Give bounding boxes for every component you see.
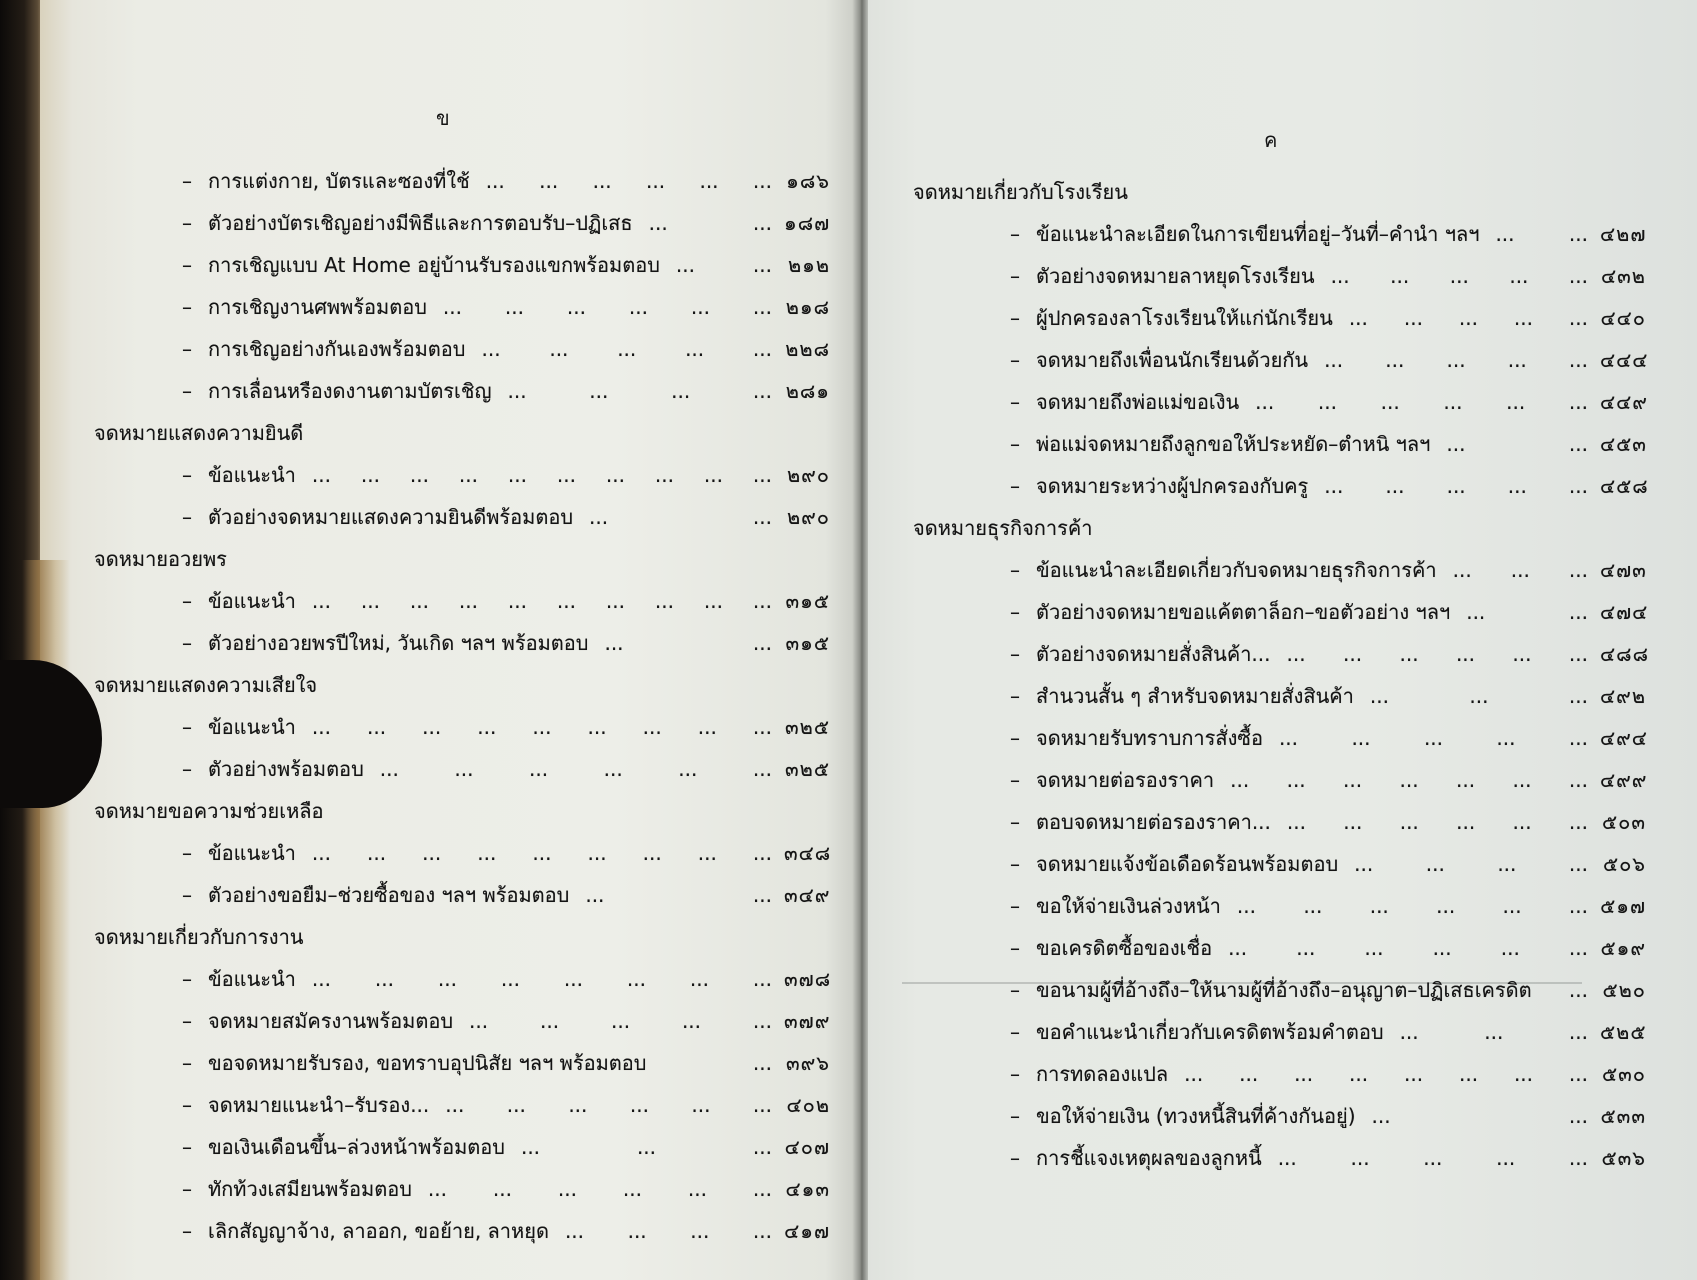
- entry-title: ตอบจดหมายต่อรองราคา...: [1036, 810, 1271, 834]
- entry-dash: –: [182, 1051, 192, 1075]
- entry-title: ข้อแนะนำ: [208, 841, 296, 865]
- entry-title: การชี้แจงเหตุผลของลูกหนี้: [1036, 1146, 1262, 1170]
- entry-title: ข้อแนะนำละเอียดเกี่ยวกับจดหมายธุรกิจการค้า: [1036, 558, 1437, 582]
- right-table-of-contents: [913, 171, 1649, 1179]
- entry-leader: ... ... ... ... ...: [1324, 474, 1588, 498]
- toc-entry: [913, 801, 1646, 843]
- entry-leader: ... ... ... ... ... ... ... ...: [1184, 1062, 1588, 1086]
- toc-entry: [913, 633, 1649, 675]
- toc-entry: [94, 1126, 830, 1168]
- entry-leader: ... ... ... ... ... ... ... ... ...: [311, 841, 772, 865]
- entry-dash: –: [1010, 1020, 1020, 1044]
- entry-page-number: ๒๑๘: [785, 295, 830, 319]
- entry-leader: ... ...: [1446, 432, 1588, 456]
- entry-title: ข้อแนะนำ: [208, 967, 296, 991]
- entry-dash: –: [1010, 600, 1020, 624]
- entry-page-number: ๕๑๗: [1600, 894, 1646, 918]
- toc-entry: [913, 591, 1649, 633]
- toc-entry: [94, 1042, 830, 1084]
- entry-leader: ... ... ... ... ... ...: [379, 757, 772, 781]
- toc-entry: [94, 496, 830, 538]
- entry-page-number: ๔๒๗: [1600, 222, 1647, 246]
- toc-entry: [94, 160, 830, 202]
- entry-leader: ... ... ... ... ...: [1277, 1146, 1588, 1170]
- toc-entry: [913, 675, 1646, 717]
- entry-page-number: ๔๙๔: [1600, 726, 1648, 750]
- toc-section-heading: จดหมายแสดงความเสียใจ: [94, 673, 318, 697]
- entry-title: พ่อแม่จดหมายถึงลูกขอให้ประหยัด–ตำหนิ ฯลฯ: [1036, 432, 1431, 456]
- entry-title: ขอให้จ่ายเงินล่วงหน้า: [1036, 894, 1221, 918]
- entry-leader: ... ... ... ... ... ...: [1236, 894, 1588, 918]
- entry-dash: –: [1010, 474, 1020, 498]
- entry-leader: ... ...: [589, 505, 772, 529]
- entry-title: ตัวอย่างอวยพรปีใหม่, วันเกิด ฯลฯ พร้อมตอบ: [208, 631, 589, 655]
- toc-entry: [913, 1053, 1646, 1095]
- entry-title: ตัวอย่างจดหมายลาหยุดโรงเรียน: [1036, 264, 1315, 288]
- entry-dash: –: [182, 631, 192, 655]
- entry-title: จดหมายต่อรองราคา: [1036, 768, 1215, 792]
- entry-title: จดหมายรับทราบการสั่งซื้อ: [1036, 726, 1263, 750]
- toc-entry: [913, 717, 1646, 759]
- toc-entry: [913, 255, 1646, 297]
- entry-page-number: ๕๒๐: [1602, 978, 1646, 1002]
- entry-dash: –: [1010, 348, 1020, 372]
- entry-page-number: ๔๗๔: [1600, 600, 1649, 624]
- entry-page-number: ๔๔๙: [1600, 390, 1648, 414]
- entry-leader: ... ... ... ... ... ... ...: [1230, 768, 1588, 792]
- toc-entry: [94, 202, 830, 244]
- entry-dash: –: [182, 169, 192, 193]
- toc-section-heading: จดหมายอวยพร: [94, 547, 227, 571]
- toc-entry: [913, 1095, 1646, 1137]
- toc-entry: [94, 1000, 830, 1042]
- entry-dash: –: [1010, 1062, 1020, 1086]
- entry-leader: ... ...: [1371, 1104, 1588, 1128]
- entry-title: ข้อแนะนำ: [208, 715, 296, 739]
- entry-dash: –: [1010, 852, 1020, 876]
- entry-dash: –: [1010, 684, 1020, 708]
- entry-leader: ... ... ... ... ... ...: [485, 169, 772, 193]
- entry-title: สำนวนสั้น ๆ สำหรับจดหมายสั่งสินค้า: [1036, 684, 1354, 708]
- entry-title: ขอให้จ่ายเงิน (ทวงหนี้สินที่ค้างกันอยู่): [1036, 1104, 1356, 1128]
- entry-page-number: ๔๐๒: [786, 1093, 830, 1117]
- entry-title: ตัวอย่างจดหมายแสดงความยินดีพร้อมตอบ: [208, 505, 574, 529]
- toc-entry: [94, 328, 830, 370]
- entry-title: ตัวอย่างขอยืม–ช่วยซื้อของ ฯลฯ พร้อมตอบ: [208, 883, 570, 907]
- entry-title: ข้อแนะนำ: [208, 589, 296, 613]
- toc-entry: [913, 549, 1646, 591]
- entry-leader: ... ... ... ... ... ...: [427, 1177, 772, 1201]
- entry-dash: –: [1010, 726, 1020, 750]
- toc-entry: [94, 454, 830, 496]
- entry-dash: –: [182, 211, 192, 235]
- entry-leader: ... ... ... ... ...: [481, 337, 772, 361]
- entry-title: จดหมายแนะนำ–รับรอง...: [208, 1093, 430, 1117]
- entry-leader: ... ... ...: [1452, 558, 1588, 582]
- entry-leader: ... ... ... ... ... ... ... ... ... ...: [311, 463, 772, 487]
- entry-dash: –: [1010, 1146, 1020, 1170]
- entry-leader: ... ... ... ...: [564, 1219, 772, 1243]
- entry-dash: –: [182, 505, 192, 529]
- entry-page-number: ๔๗๓: [1600, 558, 1647, 582]
- toc-entry: [913, 465, 1649, 507]
- entry-leader: ... ... ... ... ... ...: [1286, 642, 1588, 666]
- entry-leader: ... ... ... ... ... ...: [445, 1093, 772, 1117]
- toc-entry: [94, 748, 830, 790]
- entry-dash: –: [182, 379, 192, 403]
- entry-title: ตัวอย่างจดหมายขอแค้ตตาล็อก–ขอตัวอย่าง ฯลฯ: [1036, 600, 1451, 624]
- toc-section-heading: จดหมายธุรกิจการค้า: [913, 516, 1093, 540]
- entry-dash: –: [182, 337, 192, 361]
- entry-leader: ... ... ... ... ... ...: [442, 295, 772, 319]
- entry-page-number: ๔๔๐: [1600, 306, 1646, 330]
- entry-page-number: ๕๒๕: [1600, 1020, 1647, 1044]
- toc-entry: [913, 759, 1646, 801]
- entry-page-number: ๔๐๗: [784, 1135, 830, 1159]
- entry-page-number: ๕๐๖: [1602, 852, 1646, 876]
- entry-page-number: ๔๓๒: [1601, 264, 1646, 288]
- toc-entry: [913, 381, 1646, 423]
- entry-page-number: ๓๔๘: [784, 841, 832, 865]
- entry-title: ผู้ปกครองลาโรงเรียนให้แก่นักเรียน: [1036, 306, 1333, 330]
- entry-dash: –: [1010, 894, 1020, 918]
- toc-entry: [94, 706, 830, 748]
- toc-entry: [913, 297, 1646, 339]
- entry-title: จดหมายสมัครงานพร้อมตอบ: [208, 1009, 454, 1033]
- entry-title: ขอคำแนะนำเกี่ยวกับเครดิตพร้อมคำตอบ: [1036, 1020, 1384, 1044]
- entry-dash: –: [1010, 810, 1020, 834]
- entry-page-number: ๒๙๐: [786, 463, 830, 487]
- entry-page-number: ๔๔๔: [1600, 348, 1649, 372]
- entry-dash: –: [182, 463, 192, 487]
- entry-leader: ... ...: [604, 631, 772, 655]
- entry-dash: –: [1010, 642, 1020, 666]
- entry-page-number: ๔๕๓: [1600, 432, 1647, 456]
- entry-leader: ... ... ... ...: [507, 379, 772, 403]
- entry-page-number: ๔๕๘: [1600, 474, 1649, 498]
- entry-title: การเชิญอย่างกันเองพร้อมตอบ: [208, 337, 466, 361]
- entry-title: การเชิญงานศพพร้อมตอบ: [208, 295, 427, 319]
- entry-leader: ...: [1568, 978, 1588, 1002]
- entry-leader: ... ... ... ... ... ...: [1228, 936, 1588, 960]
- entry-page-number: ๓๔๙: [784, 883, 831, 907]
- entry-page-number: ๕๓๓: [1600, 1104, 1646, 1128]
- entry-title: จดหมายถึงเพื่อนนักเรียนด้วยกัน: [1036, 348, 1309, 372]
- entry-title: ตัวอย่างพร้อมตอบ: [208, 757, 364, 781]
- toc-entry: [94, 1168, 830, 1210]
- entry-leader: ... ... ... ... ...: [469, 1009, 772, 1033]
- entry-page-number: ๒๑๒: [787, 253, 830, 277]
- entry-leader: ... ...: [648, 211, 772, 235]
- left-table-of-contents: [94, 160, 830, 1252]
- entry-page-number: ๕๑๙: [1600, 936, 1646, 960]
- entry-leader: ... ...: [1466, 600, 1588, 624]
- toc-entry: [913, 213, 1646, 255]
- entry-page-number: ๔๙๒: [1600, 684, 1646, 708]
- entry-dash: –: [182, 589, 192, 613]
- entry-page-number: ๒๙๐: [786, 505, 830, 529]
- entry-dash: –: [182, 253, 192, 277]
- entry-title: เลิกสัญญาจ้าง, ลาออก, ขอย้าย, ลาหยุด: [208, 1219, 549, 1243]
- toc-entry: [94, 874, 830, 916]
- entry-page-number: ๓๙๖: [785, 1051, 830, 1075]
- entry-title: ขอนามผู้ที่อ้างถึง–ให้นามผู้ที่อ้างถึง–อนุญาต–ปฏิเสธเครดิต: [1036, 978, 1532, 1002]
- toc-section-heading: จดหมายเกี่ยวกับโรงเรียน: [913, 180, 1128, 204]
- entry-dash: –: [182, 1177, 192, 1201]
- entry-page-number: ๕๓๖: [1601, 1146, 1646, 1170]
- entry-leader: ... ...: [585, 883, 772, 907]
- toc-section-heading: จดหมายเกี่ยวกับการงาน: [94, 925, 304, 949]
- entry-title: จดหมายระหว่างผู้ปกครองกับครู: [1036, 474, 1309, 498]
- entry-dash: –: [1010, 978, 1020, 1002]
- toc-entry: [913, 1137, 1646, 1179]
- entry-page-number: ๕๐๓: [1601, 810, 1646, 834]
- entry-leader: ... ... ... ... ...: [1330, 264, 1588, 288]
- toc-entry: [94, 244, 830, 286]
- entry-dash: –: [182, 295, 192, 319]
- toc-entry: [913, 927, 1646, 969]
- toc-entry: [913, 339, 1649, 381]
- entry-title: การทดลองแปล: [1036, 1062, 1169, 1086]
- entry-leader: ... ... ... ... ... ... ... ...: [311, 967, 772, 991]
- right-page-letter: ค: [1264, 128, 1278, 152]
- entry-title: ขอเครดิตซื้อของเชื่อ: [1036, 936, 1213, 960]
- entry-dash: –: [1010, 222, 1020, 246]
- toc-entry: [913, 885, 1646, 927]
- entry-title: ขอจดหมายรับรอง, ขอทราบอุปนิสัย ฯลฯ พร้อมตอบ: [208, 1051, 647, 1075]
- toc-entry: [94, 580, 830, 622]
- entry-dash: –: [1010, 306, 1020, 330]
- entry-dash: –: [182, 757, 192, 781]
- entry-title: ข้อแนะนำละเอียดในการเขียนที่อยู่–วันที่–คำนำ ฯลฯ: [1036, 222, 1480, 246]
- entry-leader: ... ... ... ... ...: [1348, 306, 1588, 330]
- entry-page-number: ๑๘๗: [784, 211, 831, 235]
- toc-entry: [94, 1210, 830, 1252]
- entry-dash: –: [182, 1135, 192, 1159]
- entry-leader: ... ... ... ... ... ... ... ... ...: [311, 715, 772, 739]
- entry-leader: ... ... ... ... ... ...: [1286, 810, 1588, 834]
- entry-dash: –: [1010, 264, 1020, 288]
- entry-page-number: ๔๘๘: [1600, 642, 1649, 666]
- entry-dash: –: [182, 967, 192, 991]
- entry-title: ตัวอย่างจดหมายสั่งสินค้า...: [1036, 642, 1271, 666]
- entry-page-number: ๓๗๙: [784, 1009, 831, 1033]
- entry-page-number: ๓๒๕: [785, 757, 830, 781]
- entry-page-number: ๔๙๙: [1600, 768, 1648, 792]
- toc-section-heading: จดหมายขอความช่วยเหลือ: [94, 799, 324, 823]
- entry-dash: –: [182, 1009, 192, 1033]
- toc-entry: [913, 423, 1646, 465]
- entry-page-number: ๓๑๕: [785, 631, 830, 655]
- entry-dash: –: [1010, 390, 1020, 414]
- entry-page-number: ๓๗๘: [784, 967, 832, 991]
- entry-dash: –: [1010, 768, 1020, 792]
- toc-entry: [94, 958, 830, 1000]
- entry-page-number: ๕๓๐: [1601, 1062, 1646, 1086]
- entry-dash: –: [182, 715, 192, 739]
- entry-page-number: ๒๒๘: [785, 337, 830, 361]
- entry-leader: ... ...: [675, 253, 772, 277]
- toc-entry: [94, 286, 830, 328]
- entry-title: จดหมายถึงพ่อแม่ขอเงิน: [1036, 390, 1240, 414]
- entry-dash: –: [182, 841, 192, 865]
- entry-title: การเลื่อนหรืองดงานตามบัตรเชิญ: [208, 379, 492, 403]
- entry-title: การเชิญแบบ At Home อยู่บ้านรับรองแขกพร้อมตอบ: [208, 253, 660, 277]
- entry-page-number: ๔๑๓: [785, 1177, 830, 1201]
- entry-page-number: ๑๘๖: [786, 169, 830, 193]
- entry-leader: ... ... ... ...: [1354, 852, 1588, 876]
- toc-entry: [94, 1084, 830, 1126]
- entry-dash: –: [1010, 558, 1020, 582]
- toc-entry: [913, 843, 1646, 885]
- toc-entry: [913, 969, 1646, 1011]
- entry-dash: –: [182, 1219, 192, 1243]
- entry-leader: ... ... ...: [520, 1135, 772, 1159]
- entry-leader: ... ... ... ... ...: [1324, 348, 1588, 372]
- entry-page-number: ๔๑๗: [784, 1219, 830, 1243]
- entry-dash: –: [182, 883, 192, 907]
- toc-section-heading: จดหมายแสดงความยินดี: [94, 421, 304, 445]
- entry-page-number: ๓๒๕: [785, 715, 830, 739]
- toc-entry: [913, 1011, 1646, 1053]
- entry-title: ขอเงินเดือนขึ้น–ล่วงหน้าพร้อมตอบ: [208, 1135, 505, 1159]
- toc-entry: [94, 370, 830, 412]
- entry-title: ข้อแนะนำ: [208, 463, 296, 487]
- entry-title: การแต่งกาย, บัตรและซองที่ใช้: [208, 169, 470, 193]
- entry-dash: –: [182, 1093, 192, 1117]
- entry-title: จดหมายแจ้งข้อเดือดร้อนพร้อมตอบ: [1036, 852, 1339, 876]
- entry-dash: –: [1010, 936, 1020, 960]
- toc-entry: [94, 622, 830, 664]
- entry-dash: –: [1010, 1104, 1020, 1128]
- entry-page-number: ๒๘๑: [785, 379, 830, 403]
- toc-entry: [94, 832, 830, 874]
- entry-title: ทักท้วงเสมียนพร้อมตอบ: [208, 1177, 412, 1201]
- entry-title: ตัวอย่างบัตรเชิญอย่างมีพิธีและการตอบรับ–ปฏิเสธ: [208, 211, 633, 235]
- entry-page-number: ๓๑๕: [785, 589, 830, 613]
- entry-leader: ... ... ... ... ... ...: [1255, 390, 1588, 414]
- entry-leader: ... ... ...: [1399, 1020, 1588, 1044]
- entry-leader: ... ...: [1495, 222, 1588, 246]
- left-page-letter: ข: [436, 106, 450, 130]
- entry-leader: ... ... ... ... ...: [1278, 726, 1588, 750]
- entry-dash: –: [1010, 432, 1020, 456]
- entry-leader: ... ... ...: [1369, 684, 1588, 708]
- entry-leader: ...: [752, 1051, 772, 1075]
- entry-leader: ... ... ... ... ... ... ... ... ... ...: [311, 589, 772, 613]
